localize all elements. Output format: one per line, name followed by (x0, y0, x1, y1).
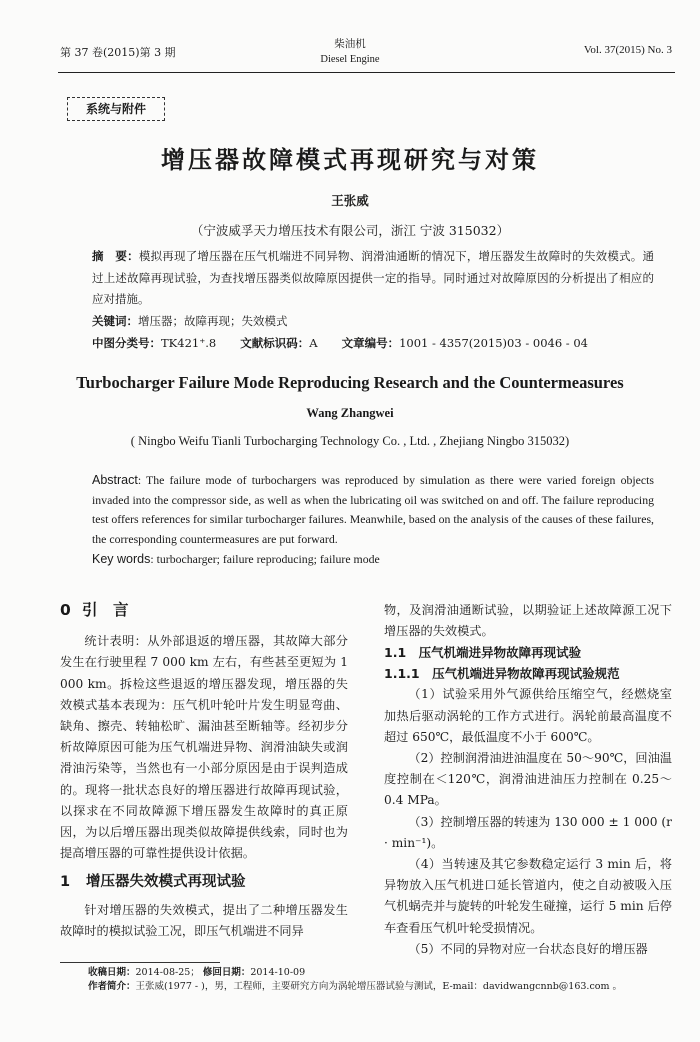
subsection-1-1-heading: 1.1 压气机端进异物故障再现试验 (384, 645, 582, 661)
subsection-1-1-1-heading: 1.1.1 压气机端进异物故障再现试验规范 (384, 666, 620, 682)
footnote-divider (60, 962, 220, 963)
abstract-en-text: : The failure mode of turbochargers was reproduced by simulation as there were varied foreign objects invaded into the compressor side, as well as when the lubricating oil was switched on and off. The failure reproducing test offers references for similar turbocharger failures. Meanwhile, based on the analysis of the causes of these failures, the corresponding countermeasures are put forward. (92, 473, 654, 546)
intro-paragraph: 统计表明：从外部退返的增压器，其故障大部分发生在行驶里程 7 000 km 左右，有些甚至更短为 1 000 km。拆检这些退返的增压器发现，增压器的失效模式基本表现为：压气机叶轮叶片发生明显弯曲、缺角、擦壳、转轴松旷、漏油甚至断轴等。经初步分析故障原因可能为压气机端进异物、润滑油缺失或润滑油污染等，当然也有一小部分原因是由于误判造成的。现将一批状态良好的增压器进行故障再现试验，以探求在不同故障源下增压器发生故障时的真正原因，为以后增压器出现类似故障提供线索，同时也为提高增压器的可靠性提供设计依据。 (60, 634, 348, 861)
article-no-label: 文章编号： (341, 336, 400, 350)
abstract-en-label: Abstract (92, 473, 138, 487)
journal-name-en: Diesel Engine (320, 54, 380, 65)
spec-item-2: （2）控制润滑油进油温度在 50～90℃，回油温度控制在＜120℃，润滑油进油压力控制在 0.25～0.4 MPa。 (384, 751, 672, 808)
body-right-column (384, 600, 672, 960)
footnote-dates (88, 966, 678, 979)
keywords-en-label: Key words (92, 552, 151, 566)
affiliation-cn: （宁波威孚天力增压技术有限公司，浙江 宁波 315032） (190, 223, 510, 238)
keywords-cn-text: 增压器；故障再现；失效模式 (138, 314, 288, 328)
section-0-number: 0 (60, 601, 71, 619)
section-1-heading (60, 872, 348, 893)
received-label: 收稿日期： (88, 967, 136, 978)
spec-item-1: （1）试验采用外气源供给压缩空气，经燃烧室加热后驱动涡轮的工作方式进行。涡轮前最高温度不超过 650℃，最低温度不小于 600℃。 (384, 687, 672, 744)
doc-code-label: 文献标识码： (240, 336, 310, 350)
section-0-heading (60, 600, 348, 621)
affiliation-en: ( Ningbo Weifu Tianli Turbocharging Technology Co. , Ltd. , Zhejiang Ningbo 315032) (130, 434, 570, 448)
doc-code-value: A (309, 336, 318, 350)
spec-item-5: （5）不同的异物对应一台状态良好的增压器 (408, 941, 648, 956)
continued-paragraph: 物，及润滑油通断试验，以期验证上述故障源工况下增压器的失效模式。 (384, 603, 672, 639)
revised-date: 2014-10-09 (250, 967, 306, 978)
body-left-column (60, 600, 348, 942)
keywords-cn (92, 311, 654, 333)
abstract-cn-label: 摘 要： (92, 249, 139, 263)
spec-item-3: （3）控制增压器的转速为 130 000 ± 1 000 (r · min⁻¹)。 (384, 814, 672, 850)
keywords-cn-label: 关键词： (92, 314, 138, 328)
keywords-en (92, 552, 654, 567)
revised-label: 修回日期： (202, 967, 251, 978)
journal-name-cn: 柴油机 (334, 38, 366, 50)
abstract-en (92, 471, 654, 549)
section-1-number: 1 (60, 874, 71, 891)
spec-item-4: （4）当转速及其它参数稳定运行 3 min 后，将异物放入压气机进口延长管道内，使之自动被吸入压气机蜗壳并与旋转的叶轮发生碰撞，运行 5 min 后停车查看压气机叶轮受损情况。 (384, 857, 672, 935)
header-issue: 第 37 卷(2015)第 3 期 (60, 46, 176, 59)
abstract-cn-text: 模拟再现了增压器在压气机端进不同异物、润滑油通断的情况下，增压器发生故障时的失效模式。通过上述故障再现试验，为查找增压器类似故障原因提供一定的指导。同时通过对故障原因的分析提出了相应的应对措施。 (92, 249, 655, 306)
author-bio-text: 王张威(1977 - )，男，工程师，主要研究方向为涡轮增压器试验与测试，E-mail：davidwangcnnb@163.com 。 (135, 981, 623, 992)
received-date: 2014-08-25； (135, 967, 200, 978)
title-cn: 增压器故障模式再现研究与对策 (161, 146, 539, 174)
section-1-paragraph: 针对增压器的失效模式，提出了二种增压器发生故障时的模拟试验工况，即压气机端进不同异 (60, 902, 348, 938)
article-no-value: 1001 - 4357(2015)03 - 0046 - 04 (399, 336, 588, 350)
author-bio-label: 作者简介： (88, 981, 136, 992)
section-1-title: 增压器失效模式再现试验 (86, 874, 246, 891)
keywords-en-text: : turbocharger; failure reproducing; failure mode (150, 552, 380, 566)
classification-line (92, 333, 654, 355)
author-cn: 王张威 (331, 193, 369, 208)
clc-label: 中图分类号： (92, 336, 161, 350)
column-tag: 系统与附件 (67, 97, 165, 121)
clc-value: TK421⁺.8 (161, 336, 217, 350)
author-en: Wang Zhangwei (306, 406, 394, 420)
abstract-cn (92, 246, 654, 311)
title-en: Turbocharger Failure Mode Reproducing Research and the Countermeasures (76, 373, 624, 392)
section-0-title: 引 言 (82, 601, 129, 619)
header-volume: Vol. 37(2015) No. 3 (583, 44, 672, 56)
footnote-author (88, 980, 678, 993)
header-divider (58, 72, 675, 73)
